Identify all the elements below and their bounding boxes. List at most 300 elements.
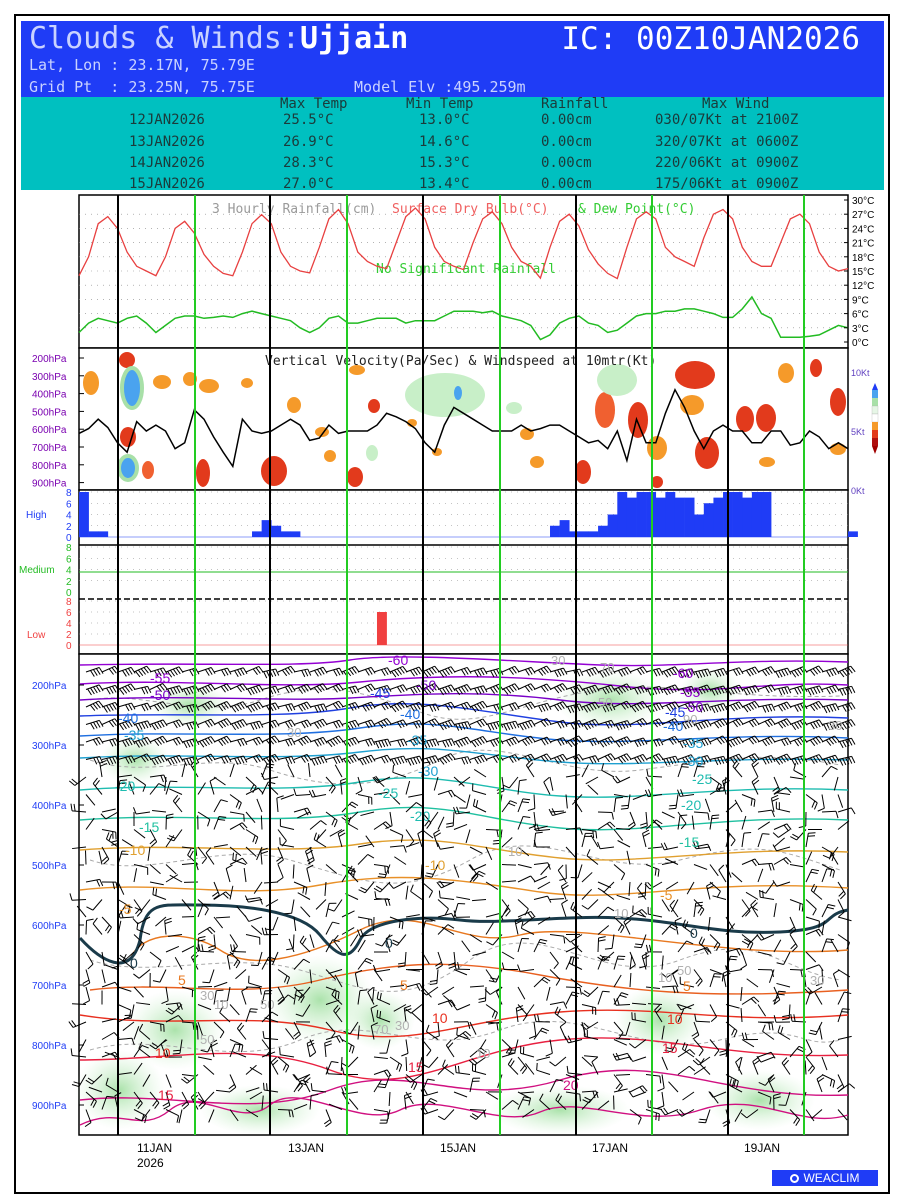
summary-date: 15JAN2026: [129, 176, 205, 192]
humidity-label: 10: [214, 997, 229, 1012]
isotherm-label: -35: [124, 727, 145, 743]
cloud-bar: [89, 531, 99, 537]
cloud-bar: [665, 492, 675, 537]
wind-barb-feather: [493, 843, 500, 844]
vvel-level-label: 400hPa: [32, 389, 67, 401]
isotherm-label: 10: [667, 1011, 683, 1027]
temp-tick-label: 27°C: [852, 210, 875, 222]
wind-barb-feather: [849, 757, 852, 763]
wind-barb-feather: [852, 686, 855, 692]
colorbar-segment: [872, 398, 878, 406]
isotherm-label: -20: [115, 778, 136, 794]
humidity-blob: [490, 1085, 630, 1135]
isotherm-label: -50: [416, 677, 437, 693]
cloud-bar: [98, 531, 108, 537]
wind-barb-feather: [763, 891, 764, 898]
vvel-blob: [830, 443, 846, 455]
x-tick-label: 15JAN: [440, 1141, 477, 1155]
cloud-tick-label: 6: [66, 499, 72, 511]
summary-rain: 0.00cm: [541, 112, 592, 128]
cloud-tick-label: 0: [66, 641, 72, 652]
summary-max-temp: 28.3°C: [283, 155, 334, 171]
elevation-text: Model Elv :495.259m: [354, 78, 526, 96]
wind-barb-feather: [71, 804, 72, 811]
cloud-bar: [608, 515, 618, 538]
xs-level-label: 900hPa: [32, 1101, 67, 1112]
temp-tick-label: 18°C: [852, 252, 875, 264]
summary-min-temp: 14.6°C: [419, 134, 470, 150]
wind-barb-feather: [851, 720, 855, 726]
vvel-colorbar: [872, 383, 878, 454]
vvel-level-label: 300hPa: [32, 371, 67, 383]
cloud-bar: [694, 515, 704, 538]
vvel-blob: [810, 359, 822, 377]
summary-rain: 0.00cm: [541, 134, 592, 150]
temp-tick-label: 3°C: [852, 323, 869, 335]
isotherm-label: -25: [692, 771, 713, 787]
high-cloud-label: High: [26, 510, 47, 521]
cloud-bar: [252, 531, 262, 537]
colorbar-segment: [872, 422, 878, 430]
vvel-blob: [196, 459, 210, 487]
wind-barb-feather: [730, 956, 737, 957]
no-rain-annotation: No Significant Rainfall: [376, 262, 557, 277]
wind-barb-feather: [537, 1063, 538, 1070]
vvel-level-label: 600hPa: [32, 425, 67, 437]
wind-barb-feather: [849, 739, 853, 745]
wind-barb-feather: [851, 808, 855, 814]
wind-barb-staff: [486, 830, 500, 831]
isotherm-label: -55: [680, 684, 701, 700]
wind-barb-feather: [656, 1113, 657, 1120]
wind-barb-feather: [744, 832, 751, 833]
humidity-label: 90: [683, 712, 698, 727]
summary-max-temp: 25.5°C: [283, 112, 334, 128]
cloud-bar: [848, 531, 858, 537]
temp-tick-label: 0°C: [852, 338, 869, 349]
vvel-level-label: 500hPa: [32, 407, 67, 419]
summary-date: 12JAN2026: [129, 112, 205, 128]
vvel-blob: [675, 361, 715, 389]
cloud-tick-label: 8: [66, 597, 72, 608]
isotherm-label: -10: [425, 857, 446, 873]
colorbar-segment: [872, 430, 878, 438]
vvel-blob: [199, 379, 219, 393]
colorbar-cap-icon: [872, 446, 878, 454]
vvel-blob: [506, 402, 522, 414]
wind-barb-feather: [842, 1009, 849, 1010]
isotherm-label: -50: [150, 687, 171, 703]
temp-tick-label: 12°C: [852, 281, 875, 293]
vvel-blob: [241, 378, 253, 388]
colorbar-segment: [872, 406, 878, 414]
cloud-bar: [271, 526, 281, 537]
humidity-label: 10: [658, 970, 673, 985]
wind-barb-feather: [385, 866, 386, 873]
isotherm-label: 5: [178, 972, 186, 988]
x-tick-label: 17JAN: [592, 1141, 629, 1155]
isotherm-label: -10: [125, 842, 146, 858]
wind-barb-feather: [621, 805, 628, 806]
cloud-bar: [569, 531, 579, 537]
wind-barb-staff: [598, 938, 599, 952]
cloud-bar: [685, 498, 695, 537]
wind-barb-feather: [267, 1083, 268, 1090]
low-cloud-label: Low: [27, 630, 46, 641]
wind-barb-feather: [360, 990, 367, 991]
cloud-bar: [377, 612, 387, 645]
vvel-title: Vertical Velocity(Pa/Sec) & Windspeed at 10mtr(Kt): [265, 354, 657, 369]
vvel-blob: [287, 397, 301, 413]
cloud-bar: [752, 492, 762, 537]
summary-col-rainfall: Rainfall: [541, 96, 609, 112]
cloud-bar: [713, 498, 723, 537]
isotherm-label: -50: [683, 699, 704, 715]
vvel-level-label: 200hPa: [32, 354, 67, 365]
cloud-bar: [675, 498, 685, 537]
summary-min-temp: 13.4°C: [419, 176, 470, 192]
station-name: Ujjain: [299, 21, 409, 56]
wind-barb-feather: [605, 948, 612, 949]
wind-barb-staff: [406, 1057, 407, 1071]
gridpt-text: Grid Pt : 23.25N, 75.75E: [29, 78, 255, 96]
temp-panel: [79, 195, 874, 349]
wind-barb-feather: [712, 818, 719, 819]
vvel-blob: [347, 467, 363, 487]
cross-section-y-ticks: [32, 681, 84, 1112]
isotherm-label: -60: [388, 652, 409, 668]
cloud-bar: [598, 526, 608, 537]
cloud-bar: [627, 498, 637, 537]
wind-barb-feather: [851, 666, 855, 672]
cloud-tick-label: 2: [66, 576, 72, 588]
wind-barb-feather: [712, 815, 719, 816]
humidity-label: 30: [200, 988, 215, 1003]
humidity-label: 70: [600, 660, 615, 675]
vvel-blob: [454, 386, 462, 400]
humidity-label: 30: [810, 973, 825, 988]
vvel-blob: [595, 392, 615, 428]
isotherm-label: 0: [130, 955, 138, 971]
cloud-bar: [579, 531, 589, 537]
cloud-tick-label: 8: [66, 543, 72, 554]
summary-col-min-temp: Min Temp: [406, 96, 474, 112]
wind-barb-staff: [790, 970, 804, 971]
humidity-label: 30: [395, 1018, 410, 1033]
cross-section-panel: [32, 652, 855, 1135]
xs-level-label: 700hPa: [32, 981, 67, 992]
chart-title: Clouds & Winds:Ujjain: [29, 21, 409, 56]
wind-tick-10kt: 10Kt: [851, 368, 870, 378]
isotherm-label: -40: [400, 706, 421, 722]
vvel-blob: [368, 399, 380, 413]
summary-wind: 175/06Kt at 0900Z: [655, 176, 799, 192]
wind-barb-staff: [232, 951, 246, 952]
wind-barb-feather: [250, 1009, 257, 1010]
isotherm-label: -15: [139, 819, 160, 835]
isotherm-label: -40: [118, 710, 139, 726]
xs-level-label: 500hPa: [32, 861, 67, 872]
summary-min-temp: 15.3°C: [419, 155, 470, 171]
isotherm-label: -20: [681, 797, 702, 813]
cloud-bar: [761, 492, 771, 537]
colorbar-cap-icon: [872, 383, 878, 390]
wind-barb-feather: [72, 779, 78, 784]
cloud-bar: [742, 498, 752, 537]
x-axis: [137, 1141, 780, 1170]
wind-barb-feather: [296, 990, 303, 991]
wind-tick-0kt: 0Kt: [851, 486, 865, 496]
wind-barb-staff: [261, 816, 262, 830]
wind-barb-feather: [659, 1114, 660, 1121]
isotherm-label: -45: [370, 685, 391, 701]
cloud-tick-label: 4: [66, 619, 72, 630]
wind-barb-feather: [729, 959, 736, 960]
isotherm-label: -40: [663, 718, 684, 734]
wind-barb-feather: [699, 1119, 706, 1120]
vvel-blob: [778, 363, 794, 383]
cloud-bar: [656, 498, 666, 537]
colorbar-segment: [872, 438, 878, 446]
xs-level-label: 200hPa: [32, 681, 67, 692]
wind-barb-feather: [669, 808, 676, 809]
cloud-tick-label: 6: [66, 608, 72, 619]
wind-barb-feather: [848, 704, 852, 710]
x-tick-label: 13JAN: [288, 1141, 325, 1155]
vvel-blob: [153, 375, 171, 389]
wind-barb-feather: [852, 756, 855, 762]
humidity-blob: [200, 1085, 320, 1135]
summary-max-temp: 27.0°C: [283, 176, 334, 192]
temp-tick-label: 15°C: [852, 267, 875, 278]
summary-rain: 0.00cm: [541, 176, 592, 192]
x-tick-label: 11JAN: [137, 1141, 173, 1155]
isotherm-label: 5: [683, 978, 691, 994]
wind-barb-feather: [216, 990, 223, 991]
wind-barb-feather: [669, 805, 676, 806]
isotherm-label: 15: [408, 1059, 424, 1075]
summary-min-temp: 13.0°C: [419, 112, 470, 128]
vvel-panel: [32, 348, 878, 496]
vvel-blob: [520, 428, 534, 440]
wind-barb-feather: [849, 1084, 854, 1089]
humidity-label: 50: [677, 963, 692, 978]
isotherm-label: 0: [385, 935, 393, 951]
wind-barb-staff: [566, 987, 580, 988]
isotherm-label: 15: [158, 1087, 174, 1103]
vvel-blob: [530, 456, 544, 468]
cloud-bar: [617, 492, 627, 537]
cloud-tick-label: 2: [66, 521, 72, 533]
temp-title-drybulb: Surface Dry Bulb(°C): [392, 202, 549, 217]
isotherm-label: -35: [683, 735, 704, 751]
temp-tick-label: 6°C: [852, 309, 869, 321]
x-year-label: 2026: [137, 1156, 164, 1170]
wind-barb-staff: [246, 987, 260, 988]
vvel-blob: [142, 461, 154, 479]
vvel-blob: [119, 456, 137, 480]
isotherm-label: 10: [155, 1045, 171, 1061]
temp-tick-label: 30°C: [852, 196, 875, 207]
isotherm-label: -20: [410, 808, 431, 824]
isotherm-label: -35: [407, 732, 428, 748]
humidity-label: 50: [598, 695, 613, 710]
x-tick-label: 19JAN: [744, 1141, 781, 1155]
xs-level-label: 400hPa: [32, 801, 67, 812]
humidity-label: 10: [614, 906, 629, 921]
cloud-tick-label: 0: [66, 588, 72, 599]
wind-barb-feather: [621, 808, 628, 809]
latlon-text: Lat, Lon : 23.17N, 75.79E: [29, 56, 255, 74]
wind-barb-feather: [848, 721, 852, 727]
humidity-label: 10: [508, 844, 523, 859]
isotherm-label: -45: [665, 704, 686, 720]
wind-barb-feather: [580, 1094, 581, 1101]
summary-rain: 0.00cm: [541, 155, 592, 171]
humidity-label: 30: [287, 725, 302, 740]
wind-barb-feather: [713, 977, 720, 978]
isotherm-label: -60: [673, 665, 694, 681]
vvel-blob: [830, 388, 846, 416]
vvel-blob: [366, 445, 378, 461]
isotherm-label: 5: [400, 977, 408, 993]
summary-date: 13JAN2026: [129, 134, 205, 150]
cloud-bar: [290, 531, 300, 537]
wind-barb-feather: [851, 703, 855, 709]
isotherm-label: -30: [418, 763, 439, 779]
cloud-tick-label: 2: [66, 630, 72, 641]
wind-barb-feather: [779, 991, 786, 992]
cloud-bar: [79, 492, 89, 537]
wind-barb-feather: [457, 1028, 458, 1035]
wind-barb-staff: [72, 1004, 86, 1005]
isotherm-label: 0: [690, 925, 698, 941]
vvel-level-label: 800hPa: [32, 460, 67, 472]
temp-tick-label: 21°C: [852, 238, 875, 250]
wind-barb-staff: [197, 1026, 198, 1040]
isotherm-label: -30: [683, 753, 704, 769]
vvel-blob: [261, 456, 287, 486]
isotherm-label: -55: [150, 670, 171, 686]
isotherm-label: 15: [662, 1040, 678, 1056]
temp-tick-label: 24°C: [852, 224, 875, 236]
cloud-y-ticks: [66, 488, 72, 652]
temp-tick-label: 9°C: [852, 295, 869, 307]
wind-barb-feather: [779, 1105, 786, 1106]
isotherm-label: -5: [119, 901, 132, 917]
colorbar-segment: [872, 414, 878, 422]
vvel-y-ticks: [32, 354, 84, 490]
wind-barb-feather: [173, 1053, 180, 1054]
summary-wind: 030/07Kt at 2100Z: [655, 112, 799, 128]
logo-text: WEACLIM: [803, 1171, 860, 1185]
wind-barb-feather: [69, 1022, 73, 1028]
summary-wind: 220/06Kt at 0900Z: [655, 155, 799, 171]
humidity-label: 50: [200, 1032, 215, 1047]
wind-barb-feather: [760, 890, 761, 897]
cloud-tick-label: 6: [66, 554, 72, 566]
temp-title-rain: 3 Hourly Rainfall(cm): [212, 202, 377, 217]
vvel-blob: [756, 404, 776, 432]
wind-barb-feather: [249, 1012, 256, 1013]
cloud-bar: [733, 492, 743, 537]
wind-barb-feather: [72, 1020, 76, 1026]
wind-barb-feather: [69, 781, 75, 786]
cloud-tick-label: 4: [66, 565, 72, 577]
vvel-level-label: 700hPa: [32, 443, 67, 454]
wind-barb-feather: [841, 1012, 848, 1013]
wind-barb-staff: [502, 865, 516, 866]
vvel-blob: [759, 457, 775, 467]
vvel-blob: [83, 371, 99, 395]
wind-barb-feather: [74, 804, 75, 811]
vvel-blob: [628, 402, 648, 438]
vvel-blob: [575, 460, 591, 484]
initial-condition: IC: 00Z10JAN2026: [561, 21, 860, 57]
humidity-label: 30: [828, 718, 843, 733]
summary-max-temp: 26.9°C: [283, 134, 334, 150]
xs-level-label: 300hPa: [32, 741, 67, 752]
vvel-blob: [324, 450, 336, 462]
weaclim-logo: [772, 1170, 878, 1186]
wind-barb-feather: [778, 994, 785, 995]
vvel-blob: [119, 352, 135, 368]
vvel-blob: [736, 406, 754, 432]
isotherm-label: -5: [660, 887, 673, 903]
humidity-label: 50: [260, 997, 275, 1012]
wind-barb-feather: [173, 1050, 180, 1051]
isotherm-label: -25: [378, 785, 399, 801]
wind-barb-staff: [182, 916, 196, 917]
wind-barb-feather: [714, 974, 721, 975]
cloud-bar: [550, 526, 560, 537]
vvel-blob: [122, 368, 142, 408]
summary-col-max-temp: Max Temp: [280, 96, 348, 112]
wind-barb-feather: [70, 893, 72, 900]
cloud-tick-label: 4: [66, 510, 72, 522]
isotherm-label: 10: [432, 1010, 448, 1026]
wind-tick-5kt: 5Kt: [851, 427, 865, 437]
low-cloud-bars: [377, 612, 387, 645]
cloud-tick-label: 0: [66, 533, 72, 544]
cloud-bar: [704, 503, 714, 537]
vvel-blob: [405, 373, 485, 417]
cloud-panel: [19, 488, 858, 654]
isotherm-label: -15: [679, 834, 700, 850]
wind-barb-feather: [202, 982, 209, 983]
wind-barb-feather: [633, 906, 634, 913]
vvel-level-label: 900hPa: [32, 478, 67, 490]
wind-barb-feather: [280, 1048, 281, 1055]
summary-col-max-wind: Max Wind: [702, 96, 770, 112]
cloud-bar: [588, 531, 598, 537]
cloud-bar: [281, 531, 291, 537]
wind-barb-feather: [762, 834, 769, 835]
humidity-label: 30: [551, 653, 566, 668]
wind-barb-feather: [71, 1048, 72, 1055]
isotherm-label: 20: [563, 1077, 579, 1093]
humidity-label: 70: [374, 1022, 389, 1037]
wind-barb-feather: [851, 738, 855, 744]
cloud-tick-label: 8: [66, 488, 72, 499]
xs-level-label: 800hPa: [32, 1041, 67, 1052]
colorbar-segment: [872, 390, 878, 398]
wind-barb-staff: [278, 1110, 292, 1111]
wind-barb-staff: [86, 921, 87, 935]
humidity-label: 10: [476, 1046, 491, 1061]
temp-title-dewpoint: & Dew Point(°C): [578, 202, 696, 217]
wind-barb-feather: [849, 687, 852, 693]
